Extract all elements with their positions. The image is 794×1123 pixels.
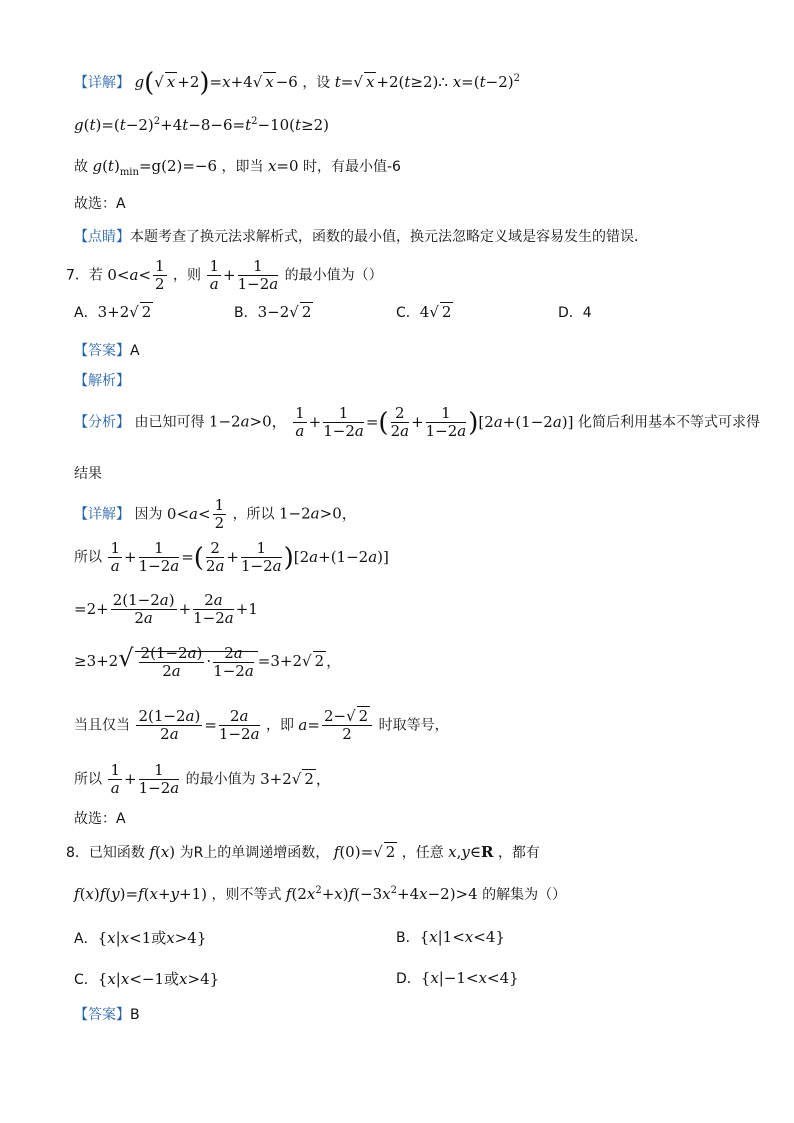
tag-fenxi: 【分析】 (74, 414, 130, 431)
tag-jiexi-7: 【解析】 (74, 373, 130, 389)
answer-7-value: A (130, 343, 140, 359)
xiangjie-7-ineq: ≥3+2√ $\frac{2(1-2a)}{2a}$ · $\frac{2a}{1-2a}$ =3+2√ 2 ， (74, 652, 341, 670)
q7-expression: $\frac{1}{a}$ + $\frac{1}{1-2a}$ (209, 257, 279, 293)
dianjing-text: 本题考查了换元法求解析式，函数的最小值，换元法忽略定义域是容易发生的错误. (130, 229, 639, 245)
answer-7 (74, 340, 734, 360)
tag-xiangjie-7: 【详解】 (74, 506, 130, 523)
text-min-value: 时，有最小值 (303, 159, 387, 175)
xiangjie-7-sum: =2+ $\frac{2(1-2a)}{2a}$ + $\frac{2a}{1-2a}$ +1 (74, 591, 258, 627)
detail-line-2 (74, 116, 734, 134)
min-mid: 的最小值为 (185, 771, 256, 788)
q8-fx: f(x) (149, 843, 176, 861)
fenxi-identity: $\frac{1}{a}$ + $\frac{1}{1-2a}$ =( $\frac{2}{2a}$ + $\frac{1}{1-2a}$ )[2a+(1−2a)] (295, 404, 574, 440)
q7-option-a-label: A． (74, 305, 98, 321)
formula-substitution: t=√ x +2(t≥2)∴ $x=(t-2)^2$ (335, 73, 520, 91)
question-8-line-1 (66, 842, 734, 862)
xiangjie-7-cond: 0<a< $\frac{1}{2}$ (166, 496, 225, 532)
dianjing-line (74, 226, 734, 246)
so-1: 所以 (74, 549, 102, 566)
q8-option-b-label: B． (396, 930, 420, 946)
text-gu: 故 (74, 159, 88, 175)
q8-mid2: ，任意 (401, 845, 444, 861)
xiangjie-7-mid: ，所以 (232, 506, 275, 523)
question-8-line-2 (74, 884, 734, 904)
q7-option-c (396, 302, 453, 322)
q8-l2-mid: ，则不等式 (211, 887, 282, 903)
q8-f0: f(0)=√ 2 (334, 843, 398, 861)
detail-line-1 (74, 68, 734, 98)
q7-prefix: 7．若 (66, 267, 103, 284)
min-value: 3+2√ 2 ， (260, 770, 331, 788)
q7-option-a (74, 302, 153, 322)
q8-option-a (74, 927, 206, 948)
xiangjie-7-line-5 (74, 708, 734, 743)
jiexi-7 (74, 370, 734, 390)
formula-g-sqrt: g(√ x +2)=x+4√ x −6 (134, 73, 297, 91)
fenxi-prefix: 由已知可得 (134, 414, 205, 431)
eq-when: 当且仅当 (74, 717, 130, 734)
min-expression: $\frac{1}{a}$ + $\frac{1}{1-2a}$ (110, 761, 180, 797)
xiangjie-7-line-2 (74, 540, 734, 575)
q7-option-b (234, 302, 313, 322)
q8-option-a-or: 或 (151, 929, 167, 947)
q8-inequality: $f(2x^2+x)f(-3x^2+4x-2)>4$ (285, 885, 478, 903)
q7-option-b-label: B． (234, 305, 258, 321)
q8-mid3: ，都有 (497, 845, 540, 861)
detail-line-3 (74, 156, 734, 178)
xiangjie-7-line-3 (74, 592, 734, 627)
tag-daan-7: 【答案】 (74, 343, 130, 359)
fenxi-line (74, 404, 760, 440)
q8-option-a-label: A． (74, 931, 98, 947)
text-jidang: ，即当 (221, 159, 264, 175)
formula-g-min: $g(t)_{min}=g(2)=-6$ (92, 157, 218, 178)
answer-8-value: B (130, 1007, 140, 1023)
q8-option-c-or: 或 (164, 970, 180, 988)
xiangjie-7-cond2: 1−2a>0， (279, 504, 357, 523)
fenxi-suffix: 化简后利用基本不等式可求得 (577, 414, 760, 431)
q7-option-c-value: 4√ 2 (420, 303, 454, 321)
tag-dianjing: 【点睛】 (74, 229, 130, 245)
q7-suffix: 的最小值为（） (284, 267, 383, 284)
q8-option-c (74, 968, 219, 989)
choose-line-6: 故选：A (74, 196, 126, 212)
fenxi-line-2: 结果 (74, 466, 102, 482)
formula-x0: x=0 (267, 157, 299, 175)
eq-ji: ，即 (265, 717, 294, 734)
q8-option-d-value: {x|−1<x<4} (420, 969, 519, 987)
q7-option-d: D．4 (558, 305, 592, 321)
so-2: 所以 (74, 771, 102, 788)
q8-option-d (396, 968, 519, 988)
q8-mid1: 为R上的单调递增函数， (179, 845, 330, 861)
q8-functional-eq: f(x)f(y)=f(x+y+1) (74, 885, 207, 903)
text-set: ，设 (302, 75, 331, 91)
q8-option-b (396, 927, 505, 947)
formula-g-t: $g(t)=(t-2)^2+4t-8-6=t^2-10(t\ge 2)$ (74, 116, 330, 134)
choose-line-7: 故选：A (74, 811, 126, 827)
fenxi-cond: 1−2a>0， (208, 412, 287, 431)
q7-condition: 0<a< $\frac{1}{2}$ (107, 257, 165, 293)
eq-a-value: a= $\frac{2-√ 2}{2}$ (298, 716, 374, 734)
q8-option-d-label: D． (396, 971, 421, 987)
answer-8 (74, 1004, 734, 1024)
xiangjie-7-line-1 (74, 497, 734, 532)
text-min-number: -6 (387, 159, 401, 175)
xiangjie-7-line-4 (74, 644, 734, 680)
tag-daan-8: 【答案】 (74, 1007, 130, 1023)
tag-xiangjie: 【详解】 (74, 75, 130, 91)
q7-mid: ，则 (173, 267, 202, 284)
q8-option-c-value: {x|x<−1或x>4} (97, 970, 220, 988)
q8-l2-suffix: 的解集为（） (482, 887, 567, 903)
eq-suffix: 时取等号， (378, 717, 449, 734)
xiangjie-7-prefix: 因为 (134, 506, 163, 523)
xiangjie-7-expand: $\frac{1}{a}$ + $\frac{1}{1-2a}$ =( $\frac{2}{2a}$ + $\frac{1}{1-2a}$ )[2a+(1−2a)] (110, 539, 389, 575)
q8-prefix: 8．已知函数 (66, 845, 145, 861)
q8-option-a-value: {x|x<1或x>4} (97, 929, 207, 947)
eq-condition: $\frac{2(1-2a)}{2a}$ = $\frac{2a}{1-2a}$ (138, 707, 260, 743)
xiangjie-7-line-6 (74, 762, 734, 797)
q7-option-b-value: 3−2√ 2 (258, 303, 314, 321)
q7-option-c-label: C． (396, 305, 420, 321)
q8-option-b-value: {x|1<x<4} (419, 928, 505, 946)
q8-xy: x,y∈R (448, 843, 494, 861)
q7-option-a-value: 3+2√ 2 (98, 303, 154, 321)
question-7 (66, 258, 734, 293)
q8-option-c-label: C． (74, 972, 98, 988)
